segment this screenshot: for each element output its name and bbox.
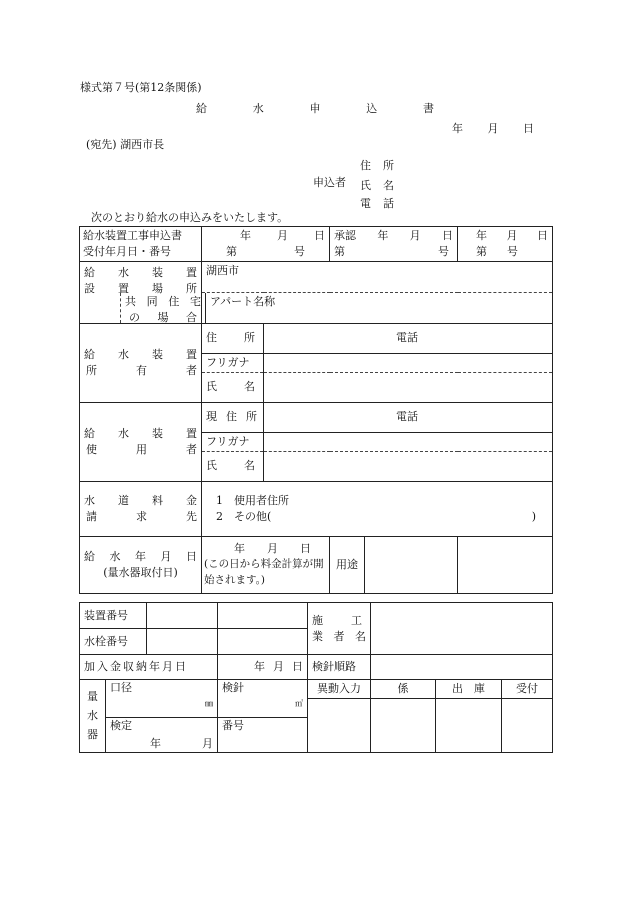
received-field[interactable] bbox=[502, 698, 553, 752]
user-address-label: 現 住 所 bbox=[202, 402, 264, 432]
change-input-field[interactable] bbox=[308, 698, 371, 752]
intro-text: 次のとおり給水の申込みをいたします。 bbox=[91, 211, 289, 224]
device-number-field-2[interactable] bbox=[218, 603, 308, 629]
reception-label: 給水装置工事申込書 受付年月日・番号 bbox=[80, 227, 202, 262]
install-location-value[interactable]: 湖西市 bbox=[202, 261, 553, 292]
reception-date-number[interactable]: 年 月 日 第 号 bbox=[202, 227, 330, 262]
addressee: (宛先) 湖西市長 bbox=[86, 138, 165, 151]
applicant-label: 申込者 bbox=[313, 176, 346, 189]
received-label: 受付 bbox=[502, 680, 553, 699]
hydrant-number-field-2[interactable] bbox=[218, 629, 308, 655]
serial-cell[interactable]: 番号 bbox=[218, 717, 308, 752]
purpose-label: 用途 bbox=[330, 537, 365, 593]
billing-option-1[interactable]: 1 使用者住所 bbox=[216, 493, 289, 507]
supply-date-field[interactable]: 年 月 日 (この日から料金計算が開始されます。) bbox=[202, 536, 330, 593]
owner-address-field[interactable] bbox=[264, 323, 553, 353]
fee-date-row bbox=[80, 655, 553, 680]
applicant-name-label: 氏 名 bbox=[360, 179, 394, 192]
reception-row bbox=[80, 227, 553, 262]
reading-route-label: 検針順路 bbox=[308, 655, 371, 680]
applicant-phone-label: 電 話 bbox=[360, 197, 394, 210]
owner-address-label: 住 所 bbox=[202, 323, 264, 353]
owner-phone-label: 電話 bbox=[396, 331, 418, 345]
device-number-row bbox=[80, 603, 553, 629]
user-furigana-label: フリガナ bbox=[202, 432, 264, 451]
shared-housing-label: 共 同 住 宅 の 場 合 bbox=[120, 293, 206, 323]
install-location-row bbox=[80, 261, 553, 292]
user-phone-label: 電話 bbox=[396, 410, 418, 424]
contractor-field[interactable] bbox=[371, 603, 553, 655]
fee-date-field[interactable]: 年 月 日 bbox=[218, 655, 308, 680]
user-label: 給 水 装 置 使 用 者 bbox=[80, 402, 202, 481]
purpose-cell bbox=[330, 536, 458, 593]
meter-header-row bbox=[80, 680, 553, 699]
supply-date-label: 給 水 年 月 日 (量水器取付日) bbox=[80, 536, 202, 593]
owner-furigana-label: フリガナ bbox=[202, 353, 264, 372]
supply-date-row bbox=[80, 536, 553, 593]
inspection-cell[interactable]: 検定 年 月 bbox=[106, 717, 218, 752]
owner-furigana-field[interactable] bbox=[264, 353, 553, 372]
applicant-address-label: 住 所 bbox=[360, 159, 394, 172]
billing-options[interactable] bbox=[202, 481, 553, 536]
shared-housing-cell bbox=[125, 292, 553, 324]
form-number: 様式第７号(第12条関係) bbox=[80, 81, 202, 94]
owner-name-field[interactable] bbox=[264, 372, 553, 402]
user-address-row bbox=[80, 402, 553, 432]
hydrant-number-cell bbox=[80, 629, 218, 655]
right-date-number[interactable]: 年 月 日 第 号 bbox=[458, 227, 553, 262]
bore-cell[interactable]: 口径 ㎜ bbox=[106, 680, 218, 718]
fee-date-label: 加入金収納年月日 bbox=[80, 655, 218, 680]
hydrant-number-label: 水栓番号 bbox=[80, 629, 147, 654]
meter-label: 量 水 器 bbox=[80, 680, 106, 753]
purpose-field-extension[interactable] bbox=[458, 536, 553, 593]
billing-option-2[interactable]: 2 その他( ) bbox=[216, 509, 536, 523]
owner-name-label: 氏 名 bbox=[202, 372, 264, 402]
contractor-label: 施 工 業 者 名 bbox=[308, 603, 371, 655]
billing-row bbox=[80, 481, 553, 536]
bore-unit: ㎜ bbox=[205, 698, 213, 708]
reading-route-field[interactable] bbox=[371, 655, 553, 680]
owner-address-row bbox=[80, 323, 553, 353]
user-name-label: 氏 名 bbox=[202, 451, 264, 481]
approval-cell[interactable]: 承認 年 月 日 第 号 bbox=[330, 227, 458, 262]
reading-unit: ㎥ bbox=[295, 698, 303, 708]
office-use-table bbox=[79, 602, 553, 753]
billing-label: 水 道 料 金 請 求 先 bbox=[80, 481, 202, 536]
device-number-label: 装置番号 bbox=[80, 603, 147, 628]
user-name-field[interactable] bbox=[264, 451, 553, 481]
device-number-field[interactable] bbox=[147, 603, 217, 628]
application-table bbox=[79, 226, 553, 594]
purpose-field[interactable] bbox=[365, 537, 457, 593]
warehouse-out-label: 出 庫 bbox=[436, 680, 502, 699]
user-furigana-field[interactable] bbox=[264, 432, 553, 451]
hydrant-number-field[interactable] bbox=[147, 629, 217, 654]
user-address-field[interactable] bbox=[264, 402, 553, 432]
apartment-name-field[interactable]: アパート名称 bbox=[210, 294, 276, 308]
form-title: 給 水 申 込 書 bbox=[196, 102, 434, 115]
staff-field[interactable] bbox=[371, 698, 436, 752]
warehouse-out-field[interactable] bbox=[436, 698, 502, 752]
shared-housing-row bbox=[80, 292, 553, 323]
owner-label: 給 水 装 置 所 有 者 bbox=[80, 323, 202, 402]
reading-cell[interactable]: 検針 ㎥ bbox=[218, 680, 308, 718]
install-location-label: 給 水 装 置 設 置 場 所 bbox=[80, 261, 202, 323]
device-number-cell bbox=[80, 603, 218, 629]
staff-label: 係 bbox=[371, 680, 436, 699]
header-date: 年 月 日 bbox=[452, 122, 534, 135]
change-input-label: 異動入力 bbox=[308, 680, 371, 699]
